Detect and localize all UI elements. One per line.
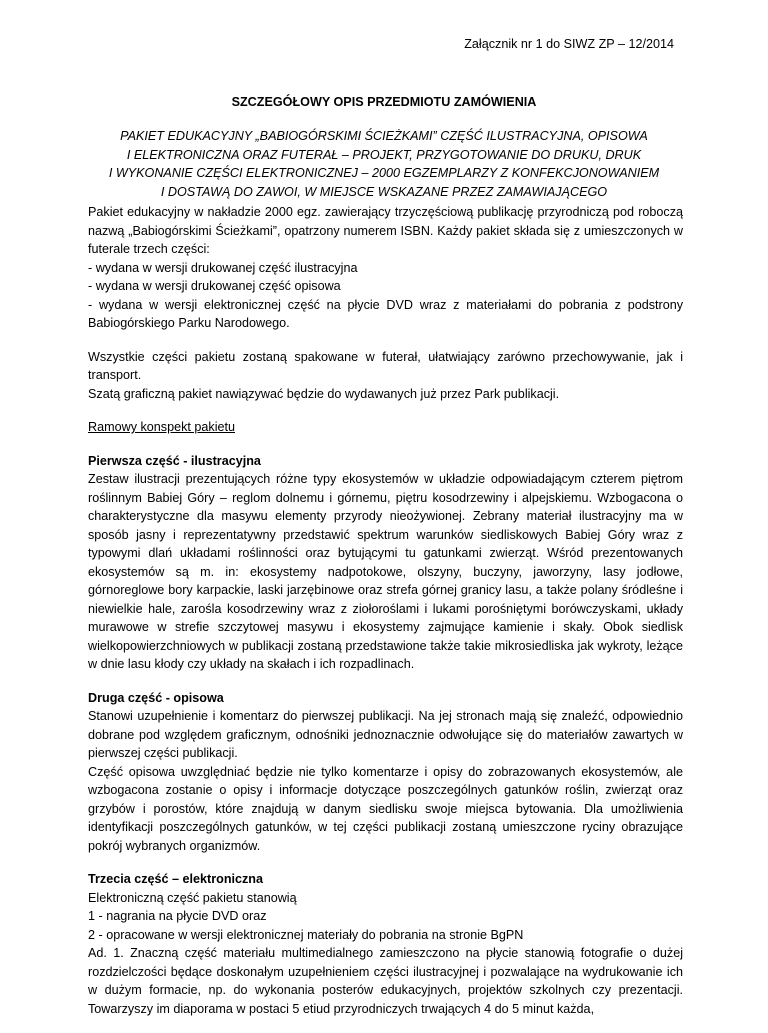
part3-heading: Trzecia część – elektroniczna [88, 872, 264, 886]
document-subtitle [60, 127, 708, 201]
graphics-text: Szatą graficzną pakiet nawiązywać będzie do wydawanych już przez Park publikacji. [88, 386, 560, 401]
part1-text: Zestaw ilustracji prezentujących różne typy ekosystemów w układzie odpowiadającym czterem piętrom roślinnym Babiej Góry – reglom dolnemu i górnemu, piętru kosodrzewiny i alpejskiemu. Wzbogacona o charakterystyczne dla masywu elementy przyrody nieożywionej. Zebrany materiał ilustracyjny ma w sposób jasny i reprezentatywny przedstawić spektrum warunków siedliskowych Babiej Góry wraz z typowymi dlań układami roślinności oraz bytującymi tu gatunkami zwierząt. Wśród prezentowanych ekosystemów są m. in: ekosystemy nadpotokowe, olszyny, buczyny, jaworzyny, lasy jodłowe, górnoreglowe bory karpackie, laski jarzębinowe oraz strefa górnej granicy lasu, a także polany śródleśne i niewielkie hale, zarośla kosodrzewiny wraz z ziołoroślami i lukami porośniętymi borówczyskami, układy murawowe w strefie szczytowej masywu i ekosystemy zajmujące kamienie i skały. Obok siedlisk wielkopowierzchniowych w publikacji zostaną przedstawione także takie mikrosiedliska jak wykroty, leżące w dnie lasu kłody czy układy na skałach i ich rozpadlinach. [88, 472, 683, 671]
list-item: 1 - nagrania na płycie DVD oraz [88, 909, 267, 923]
outline-heading-text: Ramowy konspekt pakietu [88, 420, 235, 434]
part2-text: Część opisowa uwzględniać będzie nie tylko komentarze i opisy do zobrazowanych ekosystemów, ale wzbogacona zostanie o opisy i informacje dotyczące poszczególnych gatunków roślin, zwierząt oraz grzybów i porostów, które znajdują w danym siedlisku swoje miejsca bytowania. Dla umożliwienia identyfikacji poszczególnych gatunków, w tej części publikacji zostaną umieszczone ryciny obrazujące pokrój wybranych organizmów. [88, 764, 683, 853]
part2-section [88, 689, 683, 856]
subtitle-line: PAKIET EDUKACYJNY „BABIOGÓRSKIMI ŚCIEŻKAMI” CZĘŚĆ ILUSTRACYJNA, OPISOWA [120, 129, 648, 143]
list-item: 2 - opracowane w wersji elektronicznej materiały do pobrania na stronie BgPN [88, 927, 524, 942]
document-title: SZCZEGÓŁOWY OPIS PRZEDMIOTU ZAMÓWIENIA [231, 95, 537, 109]
part3-section [88, 870, 683, 1018]
packaging-section [88, 348, 683, 404]
subtitle-line: I WYKONANIE CZĘŚCI ELEKTRONICZNEJ – 2000 EGZEMPLARZY Z KONFEKCJONOWANIEM [108, 166, 660, 180]
intro-text: Pakiet edukacyjny w nakładzie 2000 egz. zawierający trzyczęściową publikację przyrodniczą pod roboczą nazwą „Babiogórskimi Ścieżkami”, opatrzony numerem ISBN. Każdy pakiet składa się z umieszczonych w futerale trzech części: [88, 205, 683, 256]
list-item: - wydana w wersji elektronicznej część na płycie DVD wraz z materiałami do pobrania z podstrony Babiogórskiego Parku Narodowego. [88, 297, 683, 330]
document-body [88, 203, 683, 1033]
subtitle-line: I ELEKTRONICZNA ORAZ FUTERAŁ – PROJEKT, PRZYGOTOWANIE DO DRUKU, DRUK [126, 147, 642, 162]
packaging-text: Wszystkie części pakietu zostaną spakowane w futerał, ułatwiający zarówno przechowywanie, jak i transport. [88, 349, 683, 382]
subtitle-line: I DOSTAWĄ DO ZAWOI, W MIEJSCE WSKAZANE PRZEZ ZAMAWIAJĄCEGO [160, 184, 608, 199]
part1-section [88, 452, 683, 674]
outline-heading [88, 418, 683, 437]
part2-text: Stanowi uzupełnienie i komentarz do pierwszej publikacji. Na jej stronach mają się znaleźć, odpowiednio dobrane pod względem graficznym, odnośniki jednoznacznie odwołujące się do materiałów zawartych w pierwszej części publikacji. [88, 709, 683, 760]
part3-text: Ad. 1. Znaczną część materiału multimedialnego zamieszczono na płycie stanowią fotografie o dużej rozdzielczości będące doskonałym uzupełnieniem części ilustracyjnej i pozwalające na wydrukowanie ich w dużym formacie, np. do wykonania posterów edukacyjnych, projektów szkolnych czy prezentacji. Towarzyszy im diaporama w postaci 5 etiud przyrodniczych trwających 4 do 5 minut każda, [88, 946, 683, 1016]
attachment-header: Załącznik nr 1 do SIWZ ZP – 12/2014 [464, 37, 674, 51]
part3-intro: Elektroniczną część pakietu stanowią [88, 890, 297, 905]
intro-section [88, 203, 683, 333]
part1-heading: Pierwsza część - ilustracyjna [88, 453, 261, 468]
list-item: - wydana w wersji drukowanej część ilustracyjna [88, 260, 358, 275]
part2-heading: Druga część - opisowa [88, 690, 224, 705]
list-item: - wydana w wersji drukowanej część opisowa [88, 279, 341, 293]
